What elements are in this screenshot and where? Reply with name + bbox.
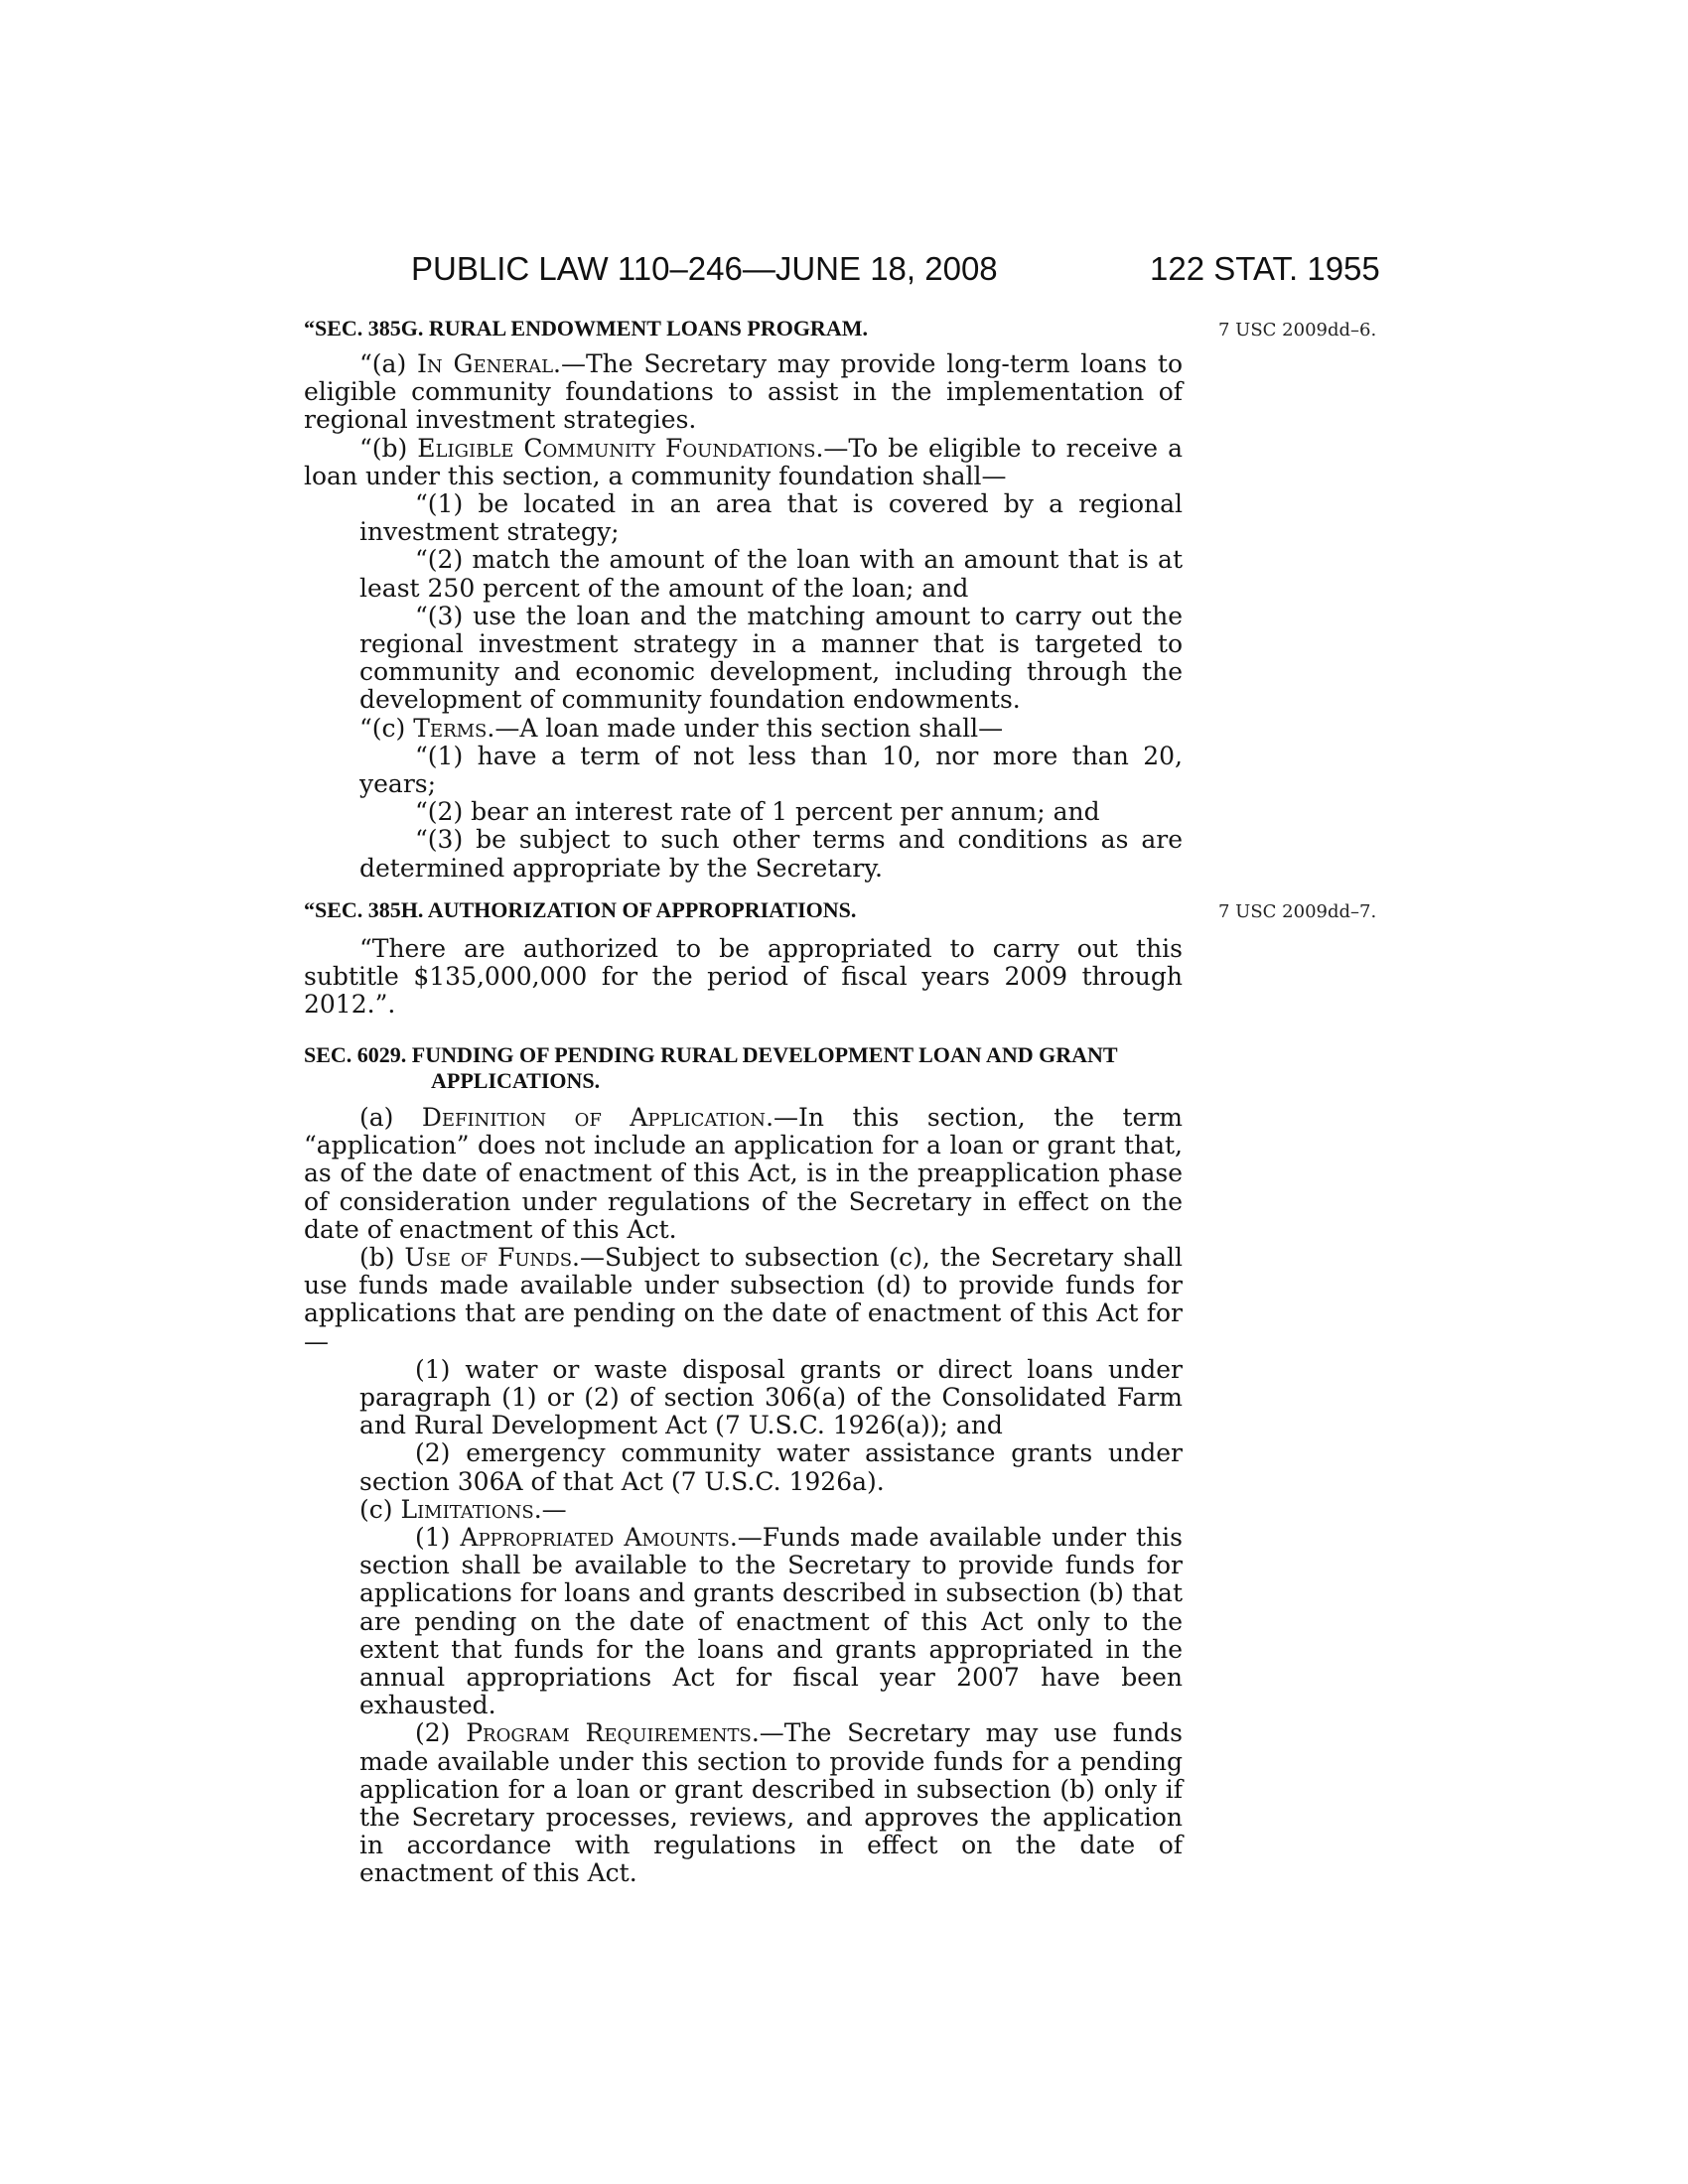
- section-heading: SEC. 6029. FUNDING OF PENDING RURAL DEVELOPMENT LOAN AND GRANT APPLICATIONS.: [304, 1042, 1118, 1093]
- section-385g: [304, 316, 1183, 883]
- paragraph-c2: “(2) bear an interest rate of 1 percent per annum; and: [415, 797, 1100, 827]
- margin-note-usc-2009dd-6: 7 USC 2009dd–6.: [1218, 320, 1377, 341]
- paragraph-b1: (1) water or waste disposal grants or direct loans under paragraph (1) or (2) of section 306(a) of the Consolidated Farm and Rural Development Act (7 U.S.C. 1926(a)); and: [359, 1354, 1183, 1440]
- paragraph-b1: “(1) be located in an area that is covered by a regional investment strategy;: [359, 489, 1183, 547]
- paragraph-c1: (1) Appropriated Amounts.—Funds made available under this section shall be available to the Secretary to provide funds for applications for loans and grants described in subsection (b) that are pending on the date of enactment of this Act only to the extent that funds for the loans and grants appropriated in the annual appropriations Act for fiscal year 2007 have been exhausted.: [359, 1523, 1184, 1720]
- subsection-c: (c) Limitations.—: [359, 1494, 567, 1524]
- paragraph-c2: (2) Program Requirements.—The Secretary may use funds made available under this section to provide funds for a pending application for a loan or grant described in subsection (b) only if the Secretary processes, reviews, and approves the application in accordance with regulations in effect on the date of enactment of this Act.: [359, 1718, 1184, 1888]
- section-heading: “SEC. 385H. AUTHORIZATION OF APPROPRIATIONS.: [304, 897, 857, 922]
- section-heading: “SEC. 385G. RURAL ENDOWMENT LOANS PROGRAM.: [304, 316, 868, 341]
- running-header-page-number: 122 STAT. 1955: [1150, 250, 1380, 287]
- running-header-title: PUBLIC LAW 110–246—JUNE 18, 2008: [411, 250, 998, 287]
- margin-note-usc-2009dd-7: 7 USC 2009dd–7.: [1218, 901, 1377, 922]
- paragraph-b2: “(2) match the amount of the loan with an amount that is at least 250 percent of the amount of the loan; and: [359, 545, 1183, 603]
- subsection-c: “(c) Terms.—A loan made under this section shall—: [359, 713, 1004, 743]
- section-385h: [304, 897, 1183, 1020]
- paragraph-b2: (2) emergency community water assistance grants under section 306A of that Act (7 U.S.C. 1926a).: [359, 1438, 1183, 1496]
- subsection-b: “(b) Eligible Community Foundations.—To be eligible to receive a loan under this section, a community foundation shall—: [304, 433, 1183, 490]
- paragraph-c1: “(1) have a term of not less than 10, nor more than 20, years;: [359, 741, 1183, 799]
- paragraph-b3: “(3) use the loan and the matching amount to carry out the regional investment strategy in a manner that is targeted to community and economic development, including through the development of community foundation endowments.: [359, 601, 1183, 715]
- subsection-a: “(a) In General.—The Secretary may provide long-term loans to eligible community foundations to assist in the implementation of regional investment strategies.: [304, 349, 1184, 435]
- subsection-b: (b) Use of Funds.—Subject to subsection (c), the Secretary shall use funds made available under subsection (d) to provide funds for applications that are pending on the date of enactment of this Act for—: [304, 1243, 1183, 1356]
- subsection-a: (a) Definition of Application.—In this section, the term “application” does not include an application for a loan or grant that, as of the date of enactment of this Act, is in the preapplication phase of consideration under regulations of the Secretary in effect on the date of enactment of this Act.: [304, 1103, 1183, 1244]
- authorization-text: “There are authorized to be appropriated to carry out this subtitle $135,000,000 for the period of fiscal years 2009 through 2012.”.: [304, 934, 1183, 1020]
- paragraph-c3: “(3) be subject to such other terms and conditions as are determined appropriate by the Secretary.: [359, 825, 1183, 883]
- section-6029: [304, 1042, 1183, 1888]
